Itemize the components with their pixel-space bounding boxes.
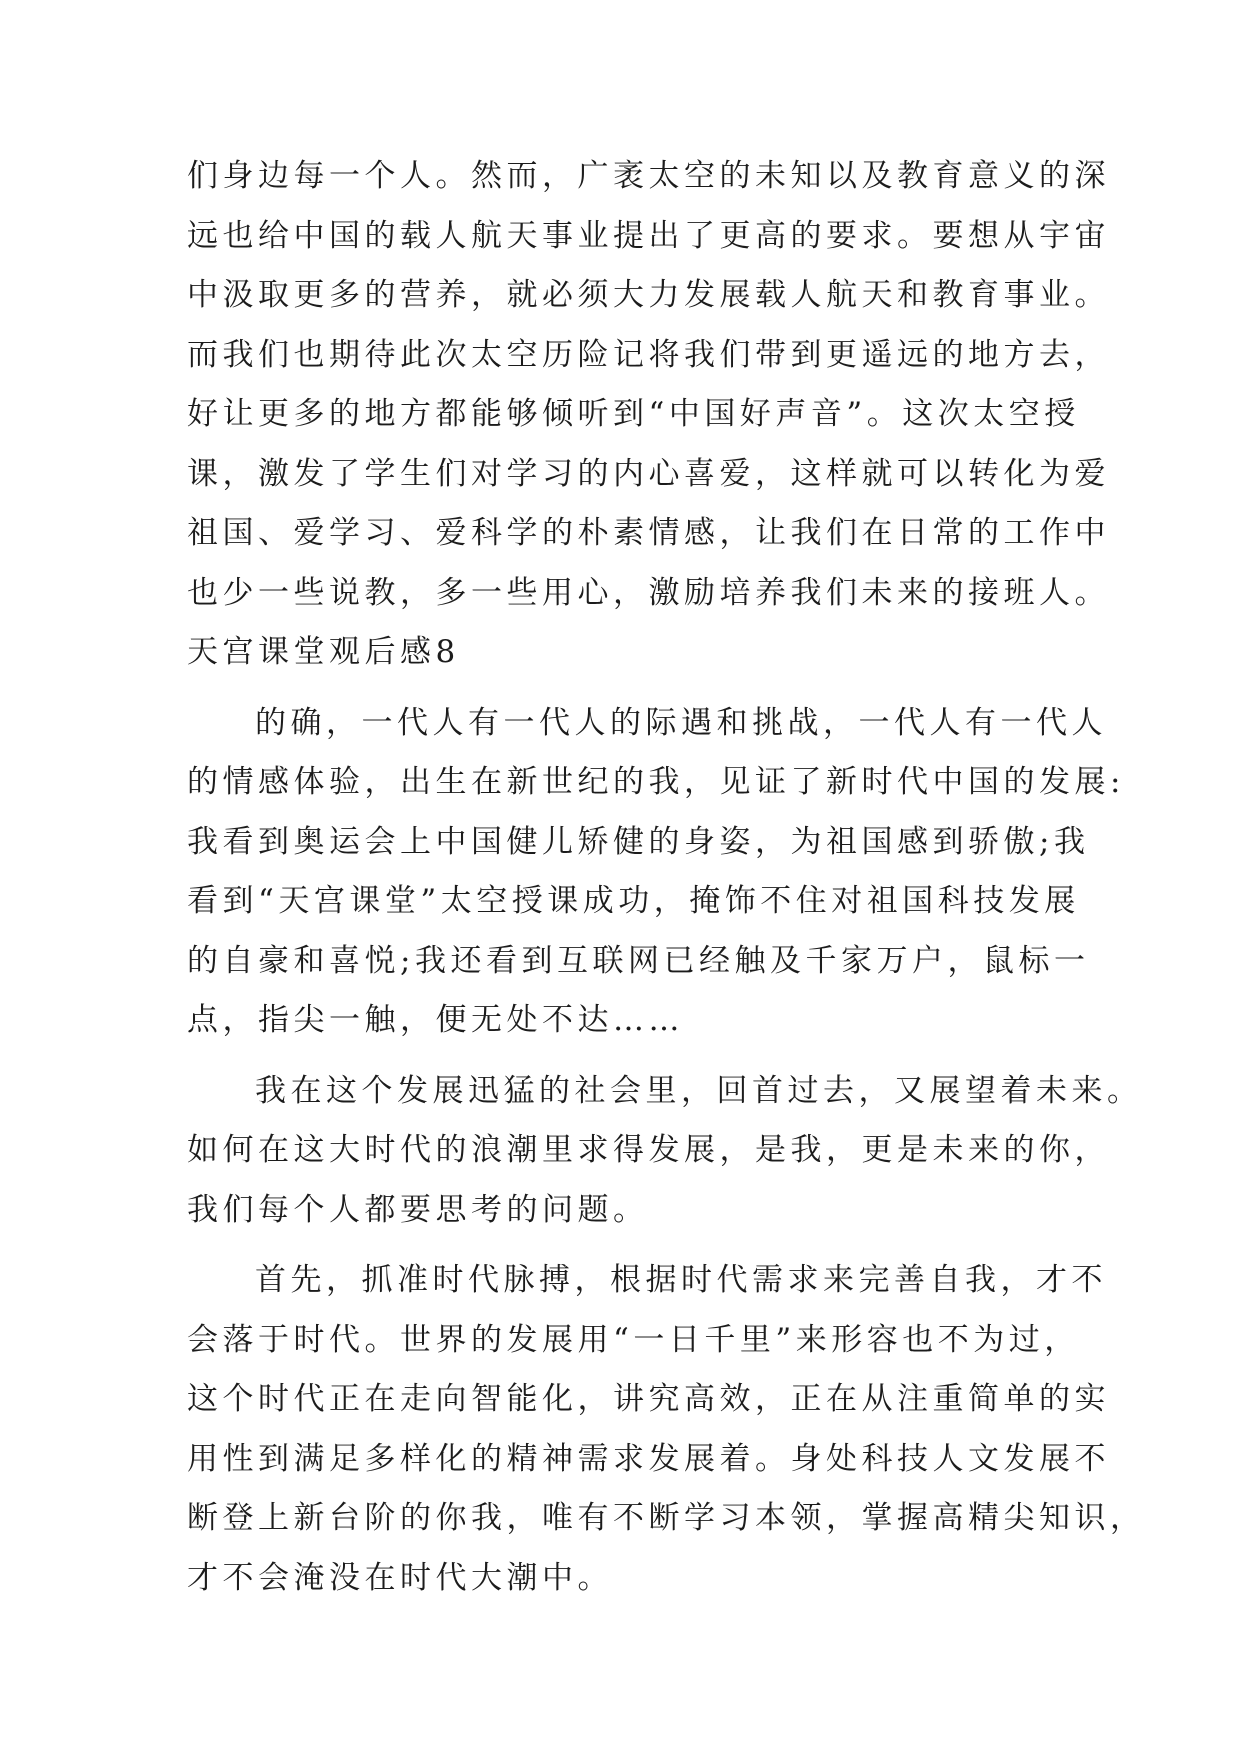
continuation-text bbox=[187, 147, 1146, 1608]
text-line: 会落于时代。世界的发展用“一日千里”来形容也不为过， bbox=[187, 1321, 1080, 1358]
text-line: 好让更多的地方都能够倾听到“中国好声音”。这次太空授 bbox=[187, 396, 1080, 432]
text-line: 才不会淹没在时代大潮中。 bbox=[187, 1559, 613, 1596]
section-title: 天宫课堂观后感8 bbox=[187, 634, 460, 670]
text-line: 的确，一代人有一代人的际遇和挑战，一代人有一代人 bbox=[255, 704, 1107, 741]
text-line: 远也给中国的载人航天事业提出了更高的要求。要想从宇宙 bbox=[187, 217, 1110, 254]
text-line: 我在这个发展迅猛的社会里，回首过去，又展望着未来。 bbox=[255, 1072, 1143, 1109]
text-line: 用性到满足多样化的精神需求发展着。身处科技人文发展不 bbox=[187, 1440, 1110, 1477]
paragraph-gap bbox=[187, 1240, 1067, 1251]
paragraph bbox=[187, 694, 1125, 1051]
text-line: 而我们也期待此次太空历险记将我们带到更遥远的地方去， bbox=[187, 336, 1110, 373]
paragraph-gap bbox=[187, 1051, 1067, 1062]
text-line: 我看到奥运会上中国健儿矫健的身姿，为祖国感到骄傲;我 bbox=[187, 823, 1090, 860]
text-line: 也少一些说教，多一些用心，激励培养我们未来的接班人。 bbox=[187, 574, 1110, 611]
paragraph-gap bbox=[187, 683, 1067, 694]
text-line: 如何在这大时代的浪潮里求得发展，是我，更是未来的你， bbox=[187, 1132, 1110, 1168]
paragraph bbox=[187, 1251, 1146, 1608]
text-line: 看到“天宫课堂”太空授课成功，掩饰不住对祖国科技发展 bbox=[187, 883, 1080, 919]
paragraph bbox=[187, 1062, 1143, 1241]
text-line: 的自豪和喜悦;我还看到互联网已经触及千家万户，鼠标一 bbox=[187, 942, 1090, 979]
text-line: 这个时代正在走向智能化，讲究高效，正在从注重简单的实 bbox=[187, 1381, 1110, 1417]
text-line: 课，激发了学生们对学习的内心喜爱，这样就可以转化为爱 bbox=[187, 455, 1110, 492]
text-line: 中汲取更多的营养，就必须大力发展载人航天和教育事业。 bbox=[187, 277, 1110, 313]
text-line: 我们每个人都要思考的问题。 bbox=[187, 1191, 649, 1228]
text-line: 祖国、爱学习、爱科学的朴素情感，让我们在日常的工作中 bbox=[187, 515, 1110, 551]
text-line: 点，指尖一触，便无处不达…… bbox=[187, 1002, 684, 1038]
text-line: 断登上新台阶的你我，唯有不断学习本领，掌握高精尖知识， bbox=[187, 1500, 1146, 1536]
text-line: 的情感体验，出生在新世纪的我，见证了新时代中国的发展: bbox=[187, 764, 1125, 800]
text-line: 们身边每一个人。然而，广袤太空的未知以及教育意义的深 bbox=[187, 158, 1110, 194]
text-line: 首先，抓准时代脉搏，根据时代需求来完善自我，才不 bbox=[255, 1262, 1107, 1298]
